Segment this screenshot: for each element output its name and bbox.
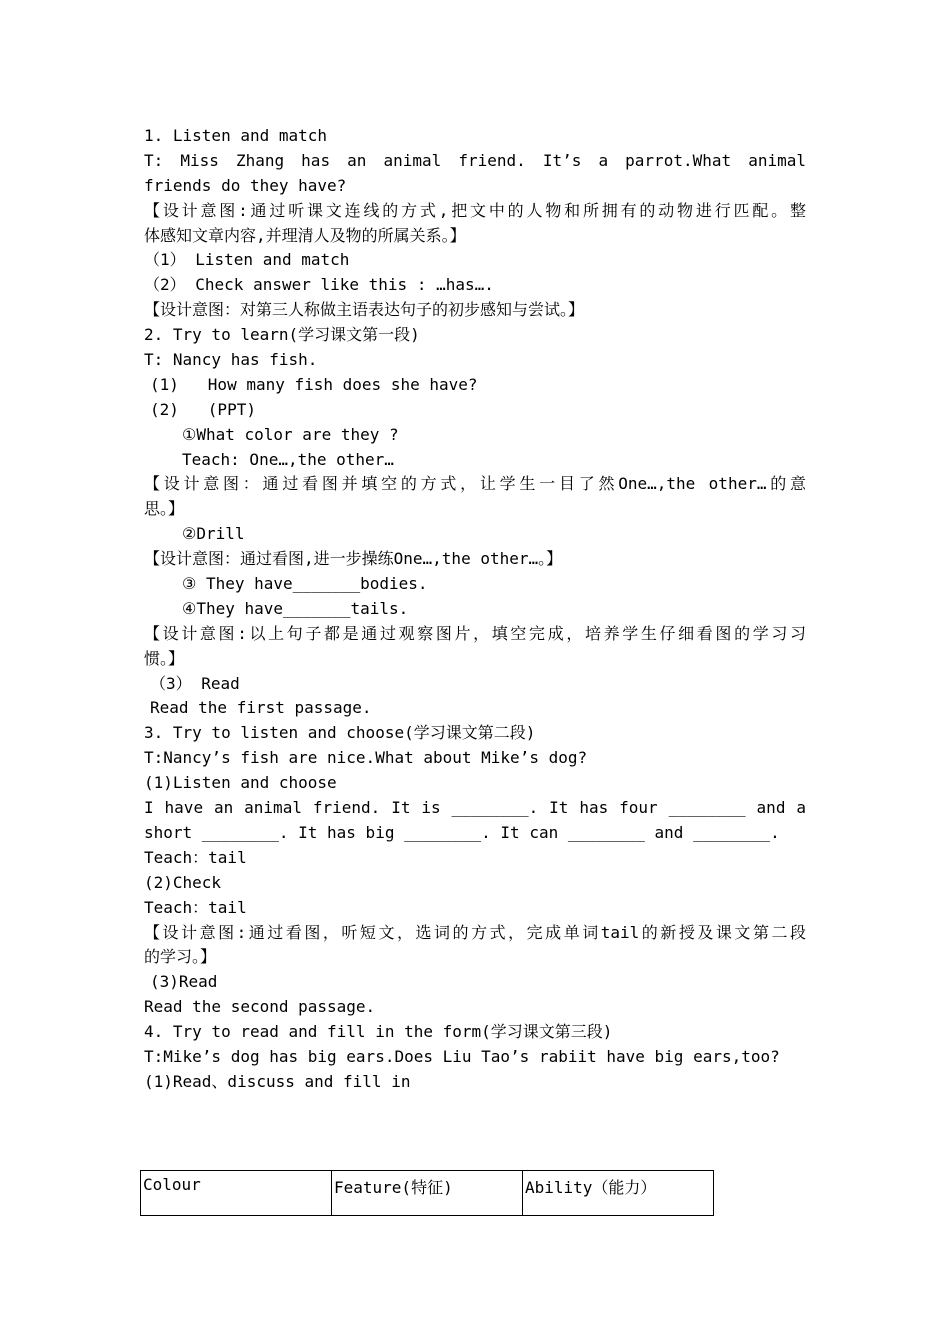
text-line: Read the first passage. [150,698,372,718]
design-intent-note: 【设计意图：通过看图,进一步操练One…,the other…。】 [144,549,563,569]
design-intent-note: 【设计意图:通过听课文连线的方式,把文中的人物和所拥有的动物进行匹配。整 [144,200,806,220]
step-item: (1) How many fish does she have? [150,374,478,394]
text-line: Teach：tail [144,897,247,917]
step-item: (3)Read [150,972,218,992]
cloze-line: short ________. It has big ________. It can ________ and ________. [144,822,780,842]
design-intent-note: 的学习。】 [144,947,217,967]
step-item: （2） Check answer like this : …has…. [144,275,494,295]
design-intent-note: 【设计意图：通过看图并填空的方式，让学生一目了然One…,the other…的意 [144,474,806,494]
step-item: (2)Check [144,872,222,892]
text-line: Read the second passage. [144,997,376,1017]
text-line: T: Miss Zhang has an animal friend. It’s a parrot.What animal [144,150,806,170]
step-item: (2) (PPT) [150,399,256,419]
text-line: T:Nancy’s fish are nice.What about Mike’s dog? [144,748,588,768]
sub-item: ①What color are they ? [182,424,399,444]
sub-item: ③ They have_______bodies. [182,574,428,594]
text-line: Teach：tail [144,847,247,867]
cloze-line: I have an animal friend. It is ________. It has four ________ and a [144,798,806,818]
table-cell-feature: Feature(特征) [332,1171,523,1216]
text-line: friends do they have? [144,175,347,195]
step-item: （3） Read [150,673,240,693]
section-heading-1: 1. Listen and match [144,126,328,145]
table-cell-ability: Ability（能力） [523,1171,714,1216]
design-intent-note: 【设计意图：对第三人称做主语表达句子的初步感知与尝试。】 [144,300,585,320]
table-cell-colour: Colour [141,1171,332,1216]
sub-item: ④They have_______tails. [182,598,409,618]
document-body [144,124,806,1095]
fill-in-form-table [140,1170,714,1216]
text-line: T: Nancy has fish. [144,350,318,370]
design-intent-note: 【设计意图:通过看图，听短文，选词的方式，完成单词tail的新授及课文第二段 [144,922,806,942]
design-intent-note: 惯。】 [144,648,185,668]
step-item: （1） Listen and match [144,250,350,270]
section-heading-4: 4. Try to read and fill in the form(学习课文第三段) [144,1022,613,1042]
sub-item: Teach: One…,the other… [182,449,394,469]
table-row [141,1171,714,1216]
section-heading-3: 3. Try to listen and choose(学习课文第二段) [144,723,536,743]
design-intent-note: 体感知文章内容,并理清人及物的所属关系。】 [144,225,466,245]
step-item: (1)Read、discuss and fill in [144,1071,411,1091]
sub-item: ②Drill [182,524,245,544]
section-heading-2: 2. Try to learn(学习课文第一段) [144,325,420,345]
design-intent-note: 思。】 [144,499,185,519]
step-item: (1)Listen and choose [144,773,337,793]
design-intent-note: 【设计意图:以上句子都是通过观察图片，填空完成，培养学生仔细看图的学习习 [144,623,806,643]
text-line: T:Mike’s dog has big ears.Does Liu Tao’s rabiit have big ears,too? [144,1046,780,1066]
